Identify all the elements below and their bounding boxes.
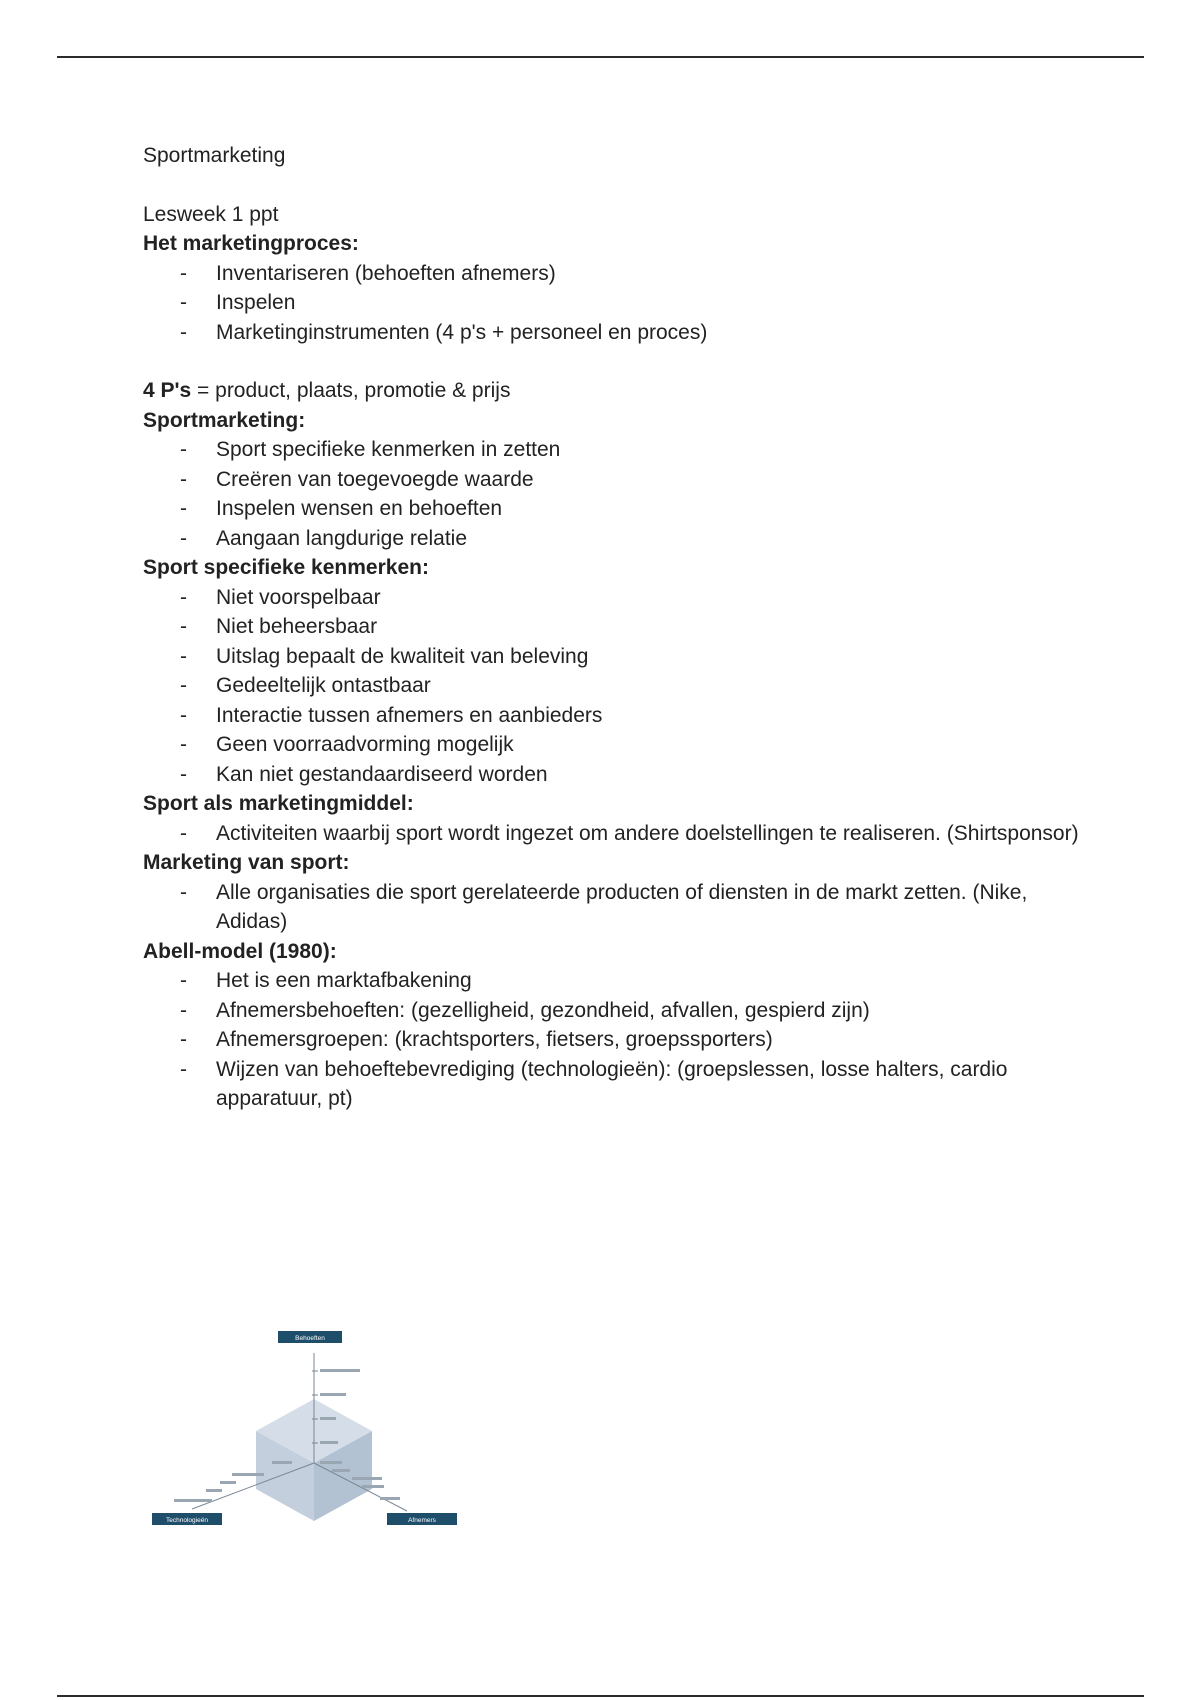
four-ps-line [143, 376, 1103, 406]
list-item: - Inventariseren (behoeften afnemers) [143, 259, 1103, 289]
tick-label [320, 1393, 346, 1396]
tick-label [352, 1477, 382, 1480]
tick-label [332, 1469, 350, 1472]
section-heading-sportmarketing: Sportmarketing: [143, 408, 306, 432]
abell-model-figure [152, 1331, 482, 1531]
dash-bullet: - [180, 821, 187, 845]
four-ps-label: 4 P's [143, 379, 192, 402]
list-item: - Geen voorraadvorming mogelijk [143, 730, 1103, 760]
list-item: - Niet voorspelbaar [143, 583, 1103, 613]
list-item: - Inspelen wensen en behoeften [143, 494, 1103, 524]
list-marketingproces [143, 259, 1103, 348]
document-body [143, 141, 1103, 1114]
list-item: - Gedeeltelijk ontastbaar [143, 671, 1103, 701]
list-item: - Inspelen [143, 288, 1103, 318]
dash-bullet: - [180, 969, 187, 992]
label-behoeften: Behoeften [295, 1335, 325, 1342]
footer-rule [57, 1695, 1144, 1697]
dash-bullet: - [180, 526, 187, 550]
tick-label [380, 1497, 400, 1500]
dash-bullet: - [180, 438, 187, 461]
tick-label [232, 1473, 264, 1476]
section-heading-marketingmiddel: Sport als marketingmiddel: [143, 792, 414, 815]
list-item: - Het is een marktafbakening [143, 966, 1103, 996]
list-item: - Kan niet gestandaardiseerd worden [143, 760, 1103, 790]
list-kenmerken [143, 583, 1103, 790]
list-item: - Aangaan langdurige relatie [143, 524, 1103, 554]
list-marketing-van-sport [143, 878, 1103, 937]
dash-bullet: - [180, 467, 187, 491]
tick-label [320, 1461, 342, 1464]
section-heading-marketingproces: Het marketingproces: [143, 232, 359, 255]
tick-label [320, 1441, 338, 1444]
dash-bullet: - [180, 261, 187, 285]
dash-bullet: - [180, 880, 187, 904]
tick-label [320, 1369, 360, 1372]
label-afnemers: Afnemers [408, 1517, 436, 1524]
section-heading-kenmerken: Sport specifieke kenmerken: [143, 556, 429, 579]
list-item: - Creëren van toegevoegde waarde [143, 465, 1103, 495]
tick-label [206, 1489, 222, 1492]
dash-bullet: - [180, 585, 187, 609]
list-item: - Sport specifieke kenmerken in zetten [143, 435, 1103, 465]
document-subtitle: Lesweek 1 ppt [143, 202, 279, 226]
dash-bullet: - [180, 615, 187, 638]
section-heading-marketing-van-sport: Marketing van sport: [143, 851, 350, 874]
document-title: Sportmarketing [143, 144, 286, 167]
dash-bullet: - [180, 998, 187, 1022]
tick-label [220, 1481, 236, 1484]
dash-bullet: - [180, 644, 187, 668]
dash-bullet: - [180, 762, 187, 786]
list-item: - Niet beheersbaar [143, 612, 1103, 642]
dash-bullet: - [180, 1028, 187, 1051]
list-item: - Uitslag bepaalt de kwaliteit van beleving [143, 642, 1103, 672]
label-technologieen: Technologieën [166, 1517, 208, 1524]
list-item: - Afnemersgroepen: (krachtsporters, fietsers, groepssporters) [143, 1025, 1103, 1055]
list-abell [143, 966, 1103, 1114]
list-item: - Marketinginstrumenten (4 p's + personeel en proces) [143, 318, 1103, 348]
dash-bullet: - [180, 674, 187, 697]
abell-model-diagram [152, 1331, 482, 1531]
list-item: - Activiteiten waarbij sport wordt ingezet om andere doelstellingen te realiseren. (Shirtsponsor) [143, 819, 1103, 849]
tick-label [362, 1485, 384, 1488]
tick-label [174, 1499, 212, 1502]
tick-label [272, 1461, 292, 1464]
four-ps-text: = product, plaats, promotie & prijs [191, 379, 511, 402]
dash-bullet: - [180, 320, 187, 344]
dash-bullet: - [180, 703, 187, 727]
tick-label [320, 1417, 336, 1420]
list-item: - Afnemersbehoeften: (gezelligheid, gezondheid, afvallen, gespierd zijn) [143, 996, 1103, 1026]
list-item: - Alle organisaties die sport gerelateerde producten of diensten in de markt zetten. (Nike, Adidas) [143, 878, 1103, 937]
dash-bullet: - [180, 733, 187, 756]
dash-bullet: - [180, 1057, 187, 1081]
list-item: - Interactie tussen afnemers en aanbieders [143, 701, 1103, 731]
header-rule [57, 56, 1144, 58]
list-sportmarketing [143, 435, 1103, 553]
dash-bullet: - [180, 291, 187, 314]
section-heading-abell: Abell-model (1980): [143, 939, 337, 963]
list-item: - Wijzen van behoeftebevrediging (technologieën): (groepslessen, losse halters, cardio apparatuur, pt) [143, 1055, 1103, 1114]
list-marketingmiddel [143, 819, 1103, 849]
dash-bullet: - [180, 497, 187, 520]
